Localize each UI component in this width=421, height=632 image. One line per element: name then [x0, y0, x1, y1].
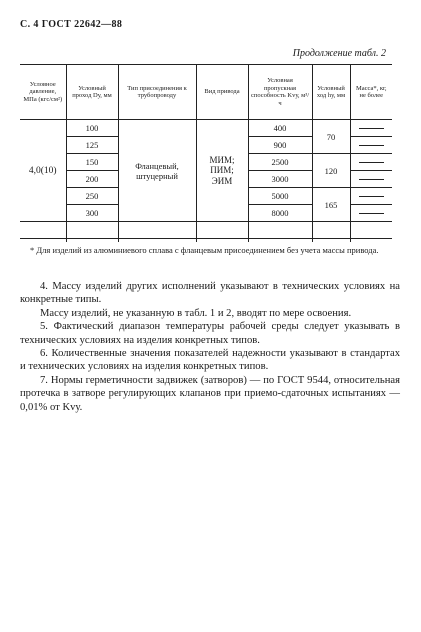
kv-cell: 5000 — [248, 188, 312, 205]
dn-cell: 125 — [66, 137, 118, 154]
mass-cell — [350, 188, 392, 205]
mass-cell — [350, 154, 392, 171]
dash-mark — [359, 179, 385, 180]
dn-cell: 100 — [66, 120, 118, 137]
spec-table — [20, 64, 392, 242]
body-text — [20, 280, 400, 414]
col-header-drive: Вид привода — [196, 65, 248, 120]
col-header-mass: Масса*, кг, не более — [350, 65, 392, 120]
col-header-diameter: Условный проход Dу, мм — [66, 65, 118, 120]
stroke-cell: 70 — [312, 120, 350, 154]
dash-mark — [359, 145, 385, 146]
paragraph-7: 7. Нормы герметичности задвижек (затворов) — по ГОСТ 9544, относительная протечка в затворе регулирующих клапанов при приемо-сдаточных испытаниях — 0,01% от Kvу. — [20, 374, 400, 413]
table-footnote: * Для изделий из алюминиевого сплава с фланцевым присоединением без учета массы привода. — [30, 245, 379, 255]
paragraph-6: 6. Количественные значения показателей надежности указывают в стандартах и технических условиях на изделия конкретных типов. — [20, 348, 400, 373]
paragraph-4: 4. Массу изделий других исполнений указывают в технических условиях на конкретные типы. — [20, 281, 400, 306]
col-header-stroke: Условный ход hу, мм — [312, 65, 350, 120]
page-header: С. 4 ГОСТ 22642—88 — [20, 19, 123, 30]
dash-mark — [359, 128, 385, 129]
table-header-row — [20, 65, 392, 120]
stroke-cell: 165 — [312, 188, 350, 222]
kv-cell: 400 — [248, 120, 312, 137]
table-row — [20, 120, 392, 137]
dn-cell: 200 — [66, 171, 118, 188]
dn-cell: 150 — [66, 154, 118, 171]
drive-cell: МИМ; ПИМ; ЭИМ — [196, 120, 248, 222]
connection-cell: Фланцевый, штуцерный — [118, 120, 196, 222]
paragraph-5: 5. Фактический диапазон температуры рабочей среды следует указывать в технических условиях на изделия конкретных типов. — [20, 321, 400, 346]
mass-cell — [350, 205, 392, 222]
dn-cell: 250 — [66, 188, 118, 205]
table-bottom-rule — [20, 238, 392, 239]
kv-cell: 900 — [248, 137, 312, 154]
kv-cell: 8000 — [248, 205, 312, 222]
mass-cell — [350, 120, 392, 137]
pressure-cell: 4,0(10) — [20, 120, 66, 222]
dash-mark — [359, 213, 385, 214]
stroke-cell: 120 — [312, 154, 350, 188]
mass-cell — [350, 137, 392, 154]
table-continuation-label: Продолжение табл. 2 — [292, 48, 386, 59]
kv-cell: 2500 — [248, 154, 312, 171]
dash-mark — [359, 196, 385, 197]
dn-cell: 300 — [66, 205, 118, 222]
col-header-pressure: Условное давление, МПа (кгс/см²) — [20, 65, 66, 120]
dash-mark — [359, 162, 385, 163]
kv-cell: 3000 — [248, 171, 312, 188]
mass-cell — [350, 171, 392, 188]
col-header-connection: Тип присоединения к трубопроводу — [118, 65, 196, 120]
col-header-flow-capacity: Условная пропускная способность Kvу, м³/ч — [248, 65, 312, 120]
paragraph-4-note: Массу изделий, не указанную в табл. 1 и 2, вводят по мере освоения. — [40, 307, 352, 319]
